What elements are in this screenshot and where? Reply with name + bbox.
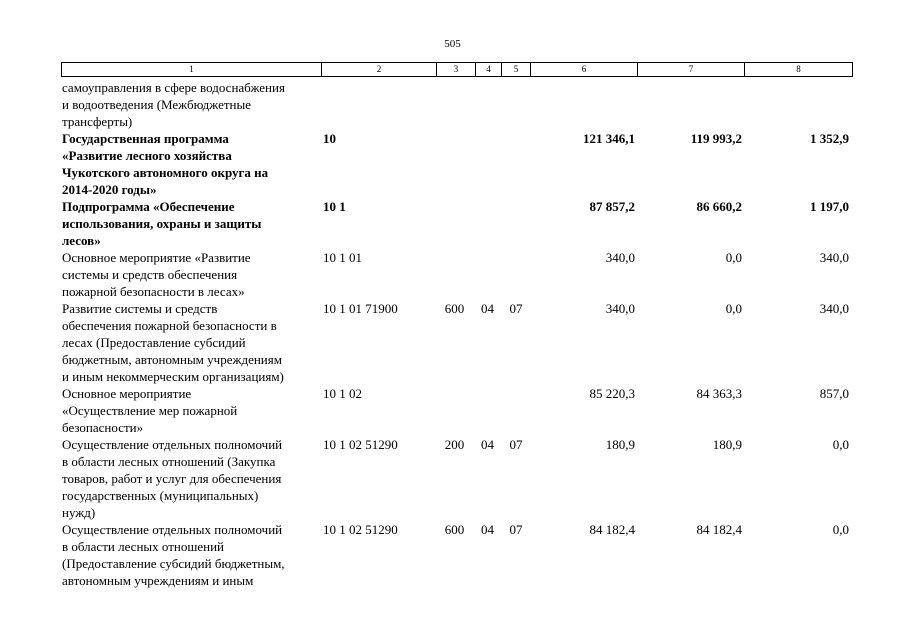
header-col-8: 8	[796, 64, 801, 74]
row-value-8: 340,0	[819, 301, 849, 316]
row-value-8: 340,0	[819, 250, 849, 265]
row-name: самоуправления в сфере водоснабжения и водоотведения (Межбюджетные трансферты)	[62, 80, 285, 129]
row-value-8: 857,0	[819, 386, 849, 401]
header-col-7: 7	[638, 63, 745, 76]
row-rz: 04	[481, 437, 494, 452]
row-value-6: 340,0	[605, 250, 635, 265]
header-col-2: 2	[322, 63, 437, 76]
row-name: Осуществление отдельных полномочий в области лесных отношений (Закупка товаров, работ и услуг для обеспечения государственных (муниципальных) нужд)	[62, 437, 283, 520]
row-name: Подпрограмма «Обеспечение использования, охраны и защиты лесов»	[62, 199, 262, 248]
row-value-6: 121 346,1	[583, 131, 635, 146]
row-code: 10 1	[323, 199, 346, 214]
header-col-6: 6	[531, 63, 638, 76]
row-value-7: 84 182,4	[696, 522, 742, 537]
row-value-6: 340,0	[605, 301, 635, 316]
header-col-3: 3	[437, 63, 476, 76]
row-value-7: 86 660,2	[696, 199, 742, 214]
row-value-8: 0,0	[832, 522, 849, 537]
header-col-1: 1	[62, 63, 322, 76]
table-row	[61, 436, 852, 521]
row-name: Развитие системы и средств обеспечения пожарной безопасности в лесах (Предоставление субсидий бюджетным, автономным учреждениям и иным некоммерческим организациям)	[62, 301, 284, 384]
row-code: 10	[323, 131, 336, 146]
row-value-7: 84 363,3	[696, 386, 742, 401]
row-name: Основное мероприятие «Развитие системы и средств обеспечения пожарной безопасности в лесах»	[62, 250, 251, 299]
row-value-6: 85 220,3	[589, 386, 635, 401]
row-value-7: 119 993,2	[690, 131, 742, 146]
table-row	[61, 385, 852, 436]
row-name: Основное мероприятие «Осуществление мер пожарной безопасности»	[62, 386, 238, 435]
row-code: 10 1 02	[323, 386, 362, 401]
row-value-8: 1 197,0	[810, 199, 849, 214]
row-value-6: 87 857,2	[589, 199, 635, 214]
row-value-6: 84 182,4	[589, 522, 635, 537]
table-row	[61, 300, 852, 385]
row-value-7: 180,9	[712, 437, 742, 452]
row-vr: 600	[444, 301, 465, 316]
row-rz: 04	[481, 522, 494, 537]
row-code: 10 1 02 51290	[323, 522, 398, 537]
row-value-8: 0,0	[832, 437, 849, 452]
row-code: 10 1 02 51290	[323, 437, 398, 452]
row-pr: 07	[509, 437, 523, 452]
page-number: 505	[444, 38, 461, 50]
row-name: Осуществление отдельных полномочий в области лесных отношений (Предоставление субсидий бюджетным, автономным учреждениям и иным	[62, 522, 285, 588]
row-vr: 200	[444, 437, 465, 452]
table-row	[61, 521, 852, 589]
row-code: 10 1 01 71900	[323, 301, 398, 316]
row-value-6: 180,9	[605, 437, 635, 452]
table-header	[61, 62, 853, 77]
table-row	[61, 198, 852, 249]
row-pr: 07	[509, 301, 523, 316]
row-value-7: 0,0	[725, 301, 742, 316]
row-name: Государственная программа «Развитие лесного хозяйства Чукотского автономного округа на 2014-2020 годы»	[62, 131, 269, 197]
row-rz: 04	[481, 301, 494, 316]
row-pr: 07	[509, 522, 523, 537]
row-value-7: 0,0	[725, 250, 742, 265]
row-vr: 600	[444, 522, 465, 537]
table-row	[61, 79, 852, 130]
row-value-8: 1 352,9	[810, 131, 849, 146]
header-col-5: 5	[502, 63, 531, 76]
table-body	[61, 79, 852, 589]
table-row	[61, 249, 852, 300]
row-code: 10 1 01	[323, 250, 362, 265]
header-col-4: 4	[476, 63, 502, 76]
table-row	[61, 130, 852, 198]
